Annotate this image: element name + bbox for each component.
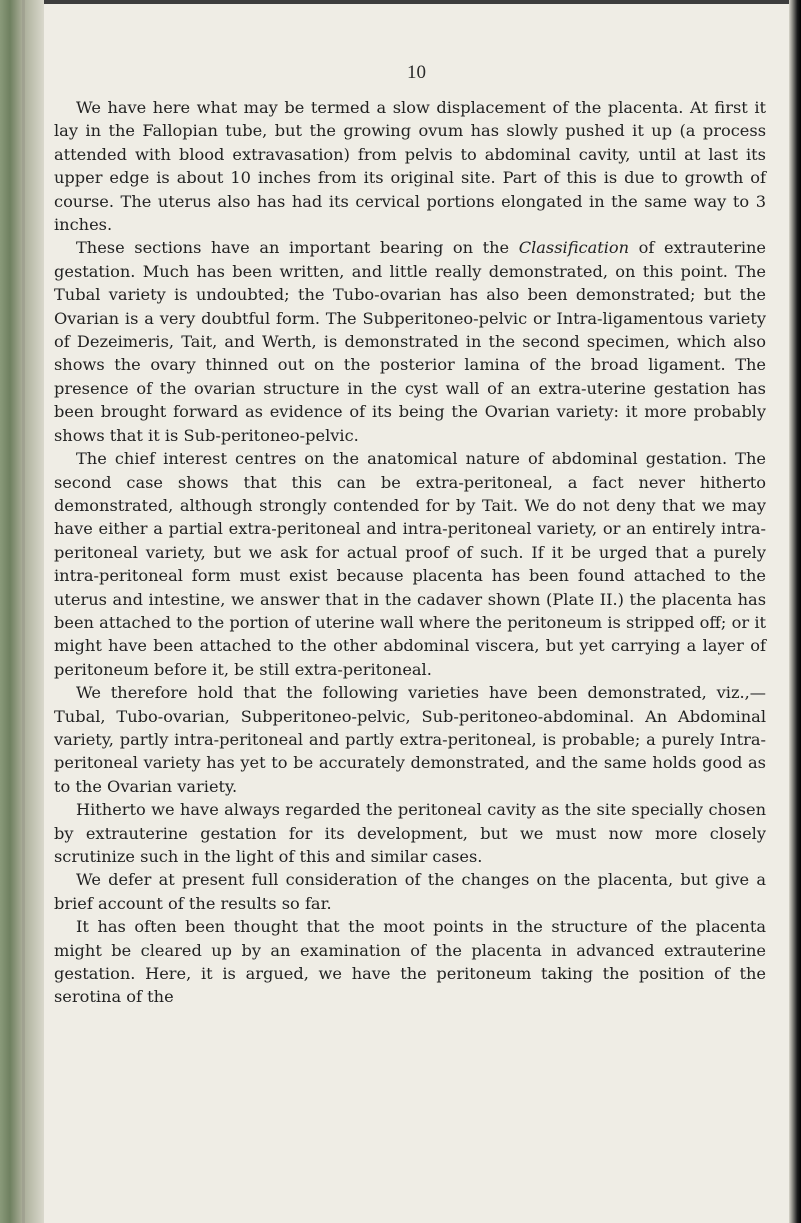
paragraph-varieties: We therefore hold that the following varieties have been demonstrated, viz.,—Tubal, Tubo-ovarian, Subperitoneo-pelvic, Sub-peritoneo-abdominal. An Abdominal variety, partly intra-peritoneal and partly extra-peritoneal, is probable; a purely Intra-peritoneal variety has yet to be accurately demonstrated, and the same holds good as to the Ovarian variety. <box>54 683 766 796</box>
paragraph-placenta-structure: It has often been thought that the moot points in the structure of the placenta might be cleared up by an examination of the placenta in advanced extrauterine gestation. Here, it is argued, we have the peritoneum taking the position of the serotina of the <box>54 917 766 1007</box>
scan-right-edge <box>789 0 801 1223</box>
body-text <box>54 96 766 1009</box>
document-page <box>44 4 789 1223</box>
paragraph-classification-lead: These sections have an important bearing on the <box>76 238 519 258</box>
paragraph-classification <box>54 236 766 447</box>
page-number: 10 <box>407 62 426 83</box>
paragraph-displacement: We have here what may be termed a slow displacement of the placenta. At first it lay in the Fallopian tube, but the growing ovum has slowly pushed it up (a process attended with blood extravasation) from pelvis to abdominal cavity, until at last its upper edge is about 10 inches from its original site. Part of this is due to growth of course. The uterus also has had its cervical portions elongated in the same way to 3 inches. <box>54 98 766 235</box>
binding-spine <box>22 0 25 1223</box>
paragraph-peritoneal-cavity: Hitherto we have always regarded the peritoneal cavity as the site specially chosen by extrauterine gestation for its development, but we must now more closely scrutinize such in the light of this and similar cases. <box>54 800 766 866</box>
paragraph-classification-rest: of extrauterine gestation. Much has been written, and little really demonstrated, on this point. The Tubal variety is undoubted; the Tubo-ovarian has also been demonstrated; but the Ovarian is a very doubtful form. The Subperitoneo-pelvic or Intra-ligamentous variety of Dezeimeris, Tait, and Werth, is demonstrated in the second specimen, which also shows the ovary thinned out on the posterior lamina of the broad ligament. The presence of the ovarian structure in the cyst wall of an extra-uterine gestation has been brought forward as evidence of its being the Ovarian variety: it more probably shows that it is Sub-peritoneo-pelvic. <box>54 238 767 445</box>
paragraph-abdominal-gestation: The chief interest centres on the anatomical nature of abdominal gestation. The second case shows that this can be extra-peritoneal, a fact never hitherto demonstrated, although strongly contended for by Tait. We do not deny that we may have either a partial extra-peritoneal and intra-peritoneal variety, or an entirely intra-peritoneal variety, but we ask for actual proof of such. If it be urged that a purely intra-peritoneal form must exist because placenta has been found attached to the uterus and intestine, we answer that in the cadaver shown (Plate II.) the placenta has been attached to the portion of uterine wall where the peritoneum is stripped off; or it might have been attached to the other abdominal viscera, but yet carrying a layer of peritoneum before it, be still extra-peritoneal. <box>54 449 766 679</box>
paragraph-placenta-changes: We defer at present full consideration of the changes on the placenta, but give a brief account of the results so far. <box>54 870 766 913</box>
classification-emphasis: Classification <box>518 238 630 258</box>
